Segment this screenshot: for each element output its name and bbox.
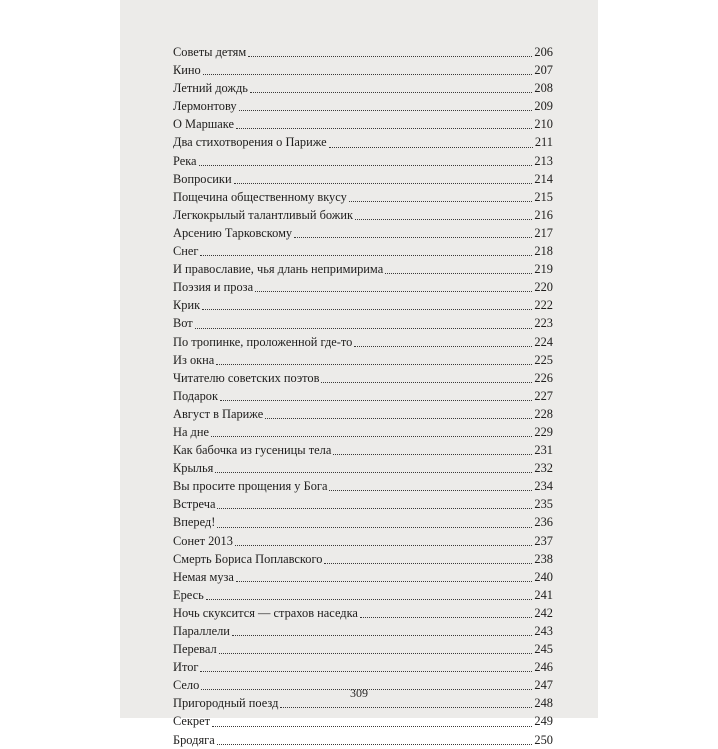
dot-leader xyxy=(354,345,532,347)
toc-entry xyxy=(173,314,553,332)
toc-entry-title: Летний дождь xyxy=(173,81,248,96)
toc-entry xyxy=(173,604,553,622)
toc-entry-title: Поэзия и проза xyxy=(173,280,254,295)
toc-entry xyxy=(173,260,553,278)
toc-entry-title: Секрет xyxy=(173,714,211,729)
dot-leader xyxy=(355,218,532,220)
toc-entry-page: 236 xyxy=(534,515,553,530)
dot-leader xyxy=(202,308,532,310)
dot-leader xyxy=(211,435,532,437)
toc-entry xyxy=(173,133,553,151)
toc-entry-title: Пощечина общественному вкусу xyxy=(173,189,347,204)
toc-entry xyxy=(173,206,553,224)
toc-entry-title: Смерть Бориса Поплавского xyxy=(173,551,323,566)
toc-entry-page: 234 xyxy=(534,479,553,494)
dot-leader xyxy=(219,652,533,654)
toc-entry xyxy=(173,224,553,242)
toc-entry xyxy=(173,459,553,477)
toc-entry-page: 208 xyxy=(534,81,553,96)
toc-entry xyxy=(173,495,553,513)
toc-entry xyxy=(173,532,553,550)
dot-leader xyxy=(329,146,533,148)
toc-entry-page: 213 xyxy=(534,153,553,168)
dot-leader xyxy=(333,453,532,455)
toc-entry-page: 210 xyxy=(534,117,553,132)
toc-entry xyxy=(173,97,553,115)
toc-entry-title: Пригородный поезд xyxy=(173,696,279,711)
dot-leader xyxy=(236,127,532,129)
toc-entry xyxy=(173,658,553,676)
dot-leader xyxy=(360,616,532,618)
toc-entry xyxy=(173,423,553,441)
dot-leader xyxy=(217,526,532,528)
toc-entry-title: Крик xyxy=(173,298,201,313)
toc-entry-page: 231 xyxy=(534,443,553,458)
dot-leader xyxy=(217,507,532,509)
dot-leader xyxy=(220,399,532,401)
toc-entry-page: 241 xyxy=(534,587,553,602)
toc-entry-page: 218 xyxy=(534,244,553,259)
toc-entry xyxy=(173,586,553,604)
dot-leader xyxy=(294,236,532,238)
toc-entry-title: Лермонтову xyxy=(173,99,237,114)
toc-entry-title: Легкокрылый талантливый божик xyxy=(173,207,353,222)
toc-entry-title: Параллели xyxy=(173,624,230,638)
toc-entry-title: Ересь xyxy=(173,587,204,602)
toc-entry-title: Река xyxy=(173,153,197,168)
toc-entry-title: Ночь скуксится — страхов наседка xyxy=(173,605,358,620)
dot-leader xyxy=(212,725,532,727)
toc-entry xyxy=(173,369,553,387)
toc-entry xyxy=(173,351,553,369)
toc-entry-page: 217 xyxy=(534,225,553,240)
toc-entry xyxy=(173,242,553,260)
dot-leader xyxy=(329,489,532,491)
toc-entry-page: 245 xyxy=(534,642,553,657)
toc-entry-page: 222 xyxy=(534,298,553,313)
toc-entry-title: Вот xyxy=(173,316,193,331)
toc-entry xyxy=(173,333,553,351)
toc-entry-title: Вы просите прощения у Бога xyxy=(173,479,328,494)
toc-entry xyxy=(173,79,553,97)
toc-entry-title: Сонет 2013 xyxy=(173,533,233,548)
dot-leader xyxy=(385,272,532,274)
toc-entry xyxy=(173,640,553,658)
toc-entry xyxy=(173,115,553,133)
toc-entry-page: 214 xyxy=(534,171,553,186)
toc-entry-title: Кино xyxy=(173,63,201,78)
toc-entry-page: 248 xyxy=(534,696,553,711)
toc-entry xyxy=(173,622,553,640)
toc-entry-page: 229 xyxy=(534,424,553,439)
toc-entry-title: Вопросики xyxy=(173,171,232,186)
toc-entry-page: 237 xyxy=(534,533,553,548)
toc-entry-title: Из окна xyxy=(173,352,215,367)
page-number: 309 xyxy=(350,686,368,700)
toc-entry-page: 224 xyxy=(534,334,553,349)
dot-leader xyxy=(216,363,532,365)
toc-entry xyxy=(173,405,553,423)
toc-entry-page: 249 xyxy=(534,714,553,729)
dot-leader xyxy=(200,670,532,672)
toc-entry-title: Немая муза xyxy=(173,569,234,584)
toc-entry xyxy=(173,441,553,459)
toc-entry-page: 246 xyxy=(534,660,553,675)
toc-entry-title: На дне xyxy=(173,424,209,439)
toc-entry-title: Советы детям xyxy=(173,45,247,59)
toc-entry-title: Читателю советских поэтов xyxy=(173,370,320,385)
toc-entry-page: 228 xyxy=(534,406,553,421)
toc-entry-title: По тропинке, проложенной где-то xyxy=(173,334,353,349)
toc-entry-page: 235 xyxy=(534,497,553,512)
dot-leader xyxy=(200,254,532,256)
toc-entry-page: 232 xyxy=(534,461,553,476)
toc-entry-page: 243 xyxy=(534,624,553,638)
toc-entry-page: 209 xyxy=(534,99,553,114)
toc-entry-title: Встреча xyxy=(173,497,216,512)
toc-entry-page: 207 xyxy=(534,63,553,78)
toc-entry-title: Бродяга xyxy=(173,732,215,747)
toc-entry xyxy=(173,61,553,79)
toc-entry-page: 247 xyxy=(534,678,553,693)
dot-leader xyxy=(265,417,532,419)
toc-entry xyxy=(173,712,553,730)
toc-entry-title: Итог xyxy=(173,660,199,675)
toc-entry-page: 211 xyxy=(534,135,553,150)
toc-entry xyxy=(173,731,553,749)
toc-entry-page: 223 xyxy=(534,316,553,331)
dot-leader xyxy=(206,598,533,600)
toc-entry-title: Вперед! xyxy=(173,515,216,530)
toc-entry-page: 219 xyxy=(534,262,553,277)
dot-leader xyxy=(255,290,532,292)
toc-entry-page: 220 xyxy=(534,280,553,295)
toc-entry-page: 216 xyxy=(534,207,553,222)
toc-entry-title: Перевал xyxy=(173,642,217,657)
dot-leader xyxy=(232,634,532,636)
dot-leader xyxy=(203,73,533,75)
toc-entry-title: Снег xyxy=(173,244,199,259)
toc-entry-title: Крылья xyxy=(173,461,214,476)
dot-leader xyxy=(349,200,533,202)
dot-leader xyxy=(239,109,533,111)
dot-leader xyxy=(321,381,532,383)
toc-entry-page: 250 xyxy=(534,732,553,747)
toc-entry-page: 238 xyxy=(534,551,553,566)
dot-leader xyxy=(250,91,532,93)
dot-leader xyxy=(234,182,533,184)
toc-entry-page: 206 xyxy=(534,45,553,59)
toc-entry xyxy=(173,170,553,188)
toc-entry-title: И православие, чья длань непримирима xyxy=(173,262,384,277)
toc-entry-page: 227 xyxy=(534,388,553,403)
dot-leader xyxy=(199,164,533,166)
dot-leader xyxy=(215,471,532,473)
toc-entry xyxy=(173,152,553,170)
dot-leader xyxy=(217,743,533,745)
dot-leader xyxy=(280,706,532,708)
toc-entry-page: 226 xyxy=(534,370,553,385)
toc-entry xyxy=(173,43,553,61)
table-of-contents xyxy=(173,43,553,749)
toc-entry-title: Подарок xyxy=(173,388,219,403)
toc-entry xyxy=(173,513,553,531)
toc-entry-page: 225 xyxy=(534,352,553,367)
toc-entry xyxy=(173,188,553,206)
toc-entry xyxy=(173,550,553,568)
toc-entry-title: О Маршаке xyxy=(173,117,235,132)
dot-leader xyxy=(324,562,532,564)
toc-entry-title: Село xyxy=(173,678,200,693)
toc-entry-page: 242 xyxy=(534,605,553,620)
toc-entry xyxy=(173,568,553,586)
dot-leader xyxy=(248,55,532,57)
toc-entry-page: 240 xyxy=(534,569,553,584)
dot-leader xyxy=(195,327,533,329)
toc-entry-page: 215 xyxy=(534,189,553,204)
toc-entry xyxy=(173,477,553,495)
toc-entry-title: Два стихотворения о Париже xyxy=(173,135,327,150)
dot-leader xyxy=(236,580,532,582)
toc-entry xyxy=(173,296,553,314)
toc-entry xyxy=(173,278,553,296)
toc-entry-title: Как бабочка из гусеницы тела xyxy=(173,443,332,458)
toc-entry xyxy=(173,387,553,405)
dot-leader xyxy=(235,544,533,546)
toc-entry-title: Август в Париже xyxy=(173,406,264,421)
toc-entry-title: Арсению Тарковскому xyxy=(173,225,293,240)
